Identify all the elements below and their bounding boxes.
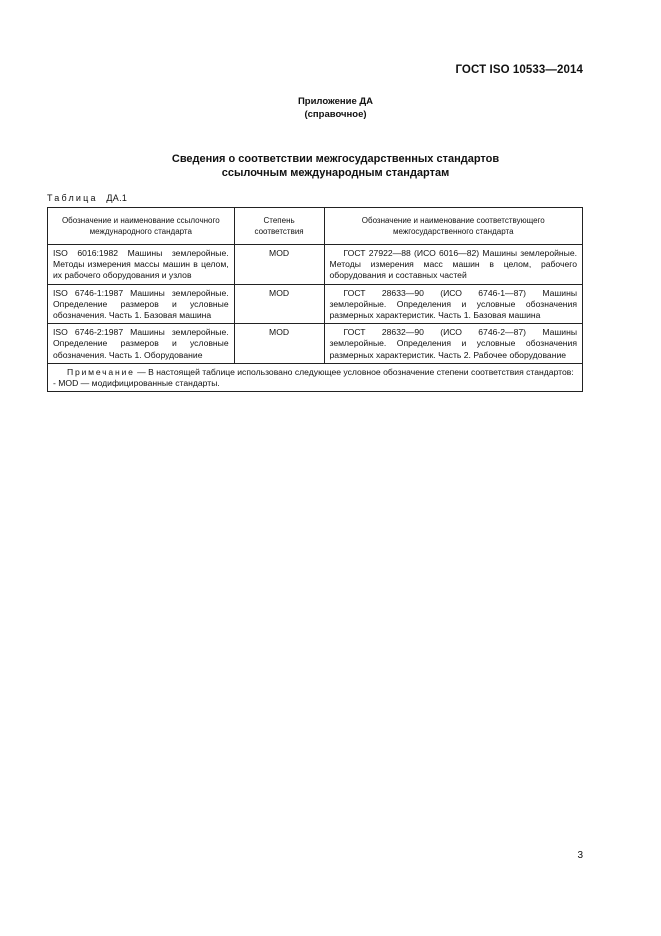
international-standard-cell: ISO 6746-1:1987 Машины землеройные. Определение размеров и условные обозначения. Часть 1. Базовая машина (48, 284, 235, 324)
international-standard-cell: ISO 6746-2:1987 Машины землеройные. Определение размеров и условные обозначения. Часть 1. Оборудование (48, 324, 235, 364)
degree-cell: MOD (234, 284, 324, 324)
column-header-international: Обозначение и наименование ссылочного международного стандарта (48, 208, 235, 245)
note-text: — В настоящей таблице использовано следующее условное обозначение степени соответствия стандартов: (134, 366, 574, 377)
column-header-national: Обозначение и наименование соответствующего межгосударственного стандарта (324, 208, 582, 245)
national-standard-cell: ГОСТ 28633—90 (ИСО 6746-1—87) Машины землеройные. Определения и условные обозначения размерных характеристик. Часть 1. Базовая машина (324, 284, 582, 324)
table-row (48, 245, 583, 285)
appendix-subtitle: (справочное) (304, 109, 367, 120)
note-lead: Примечание (67, 366, 135, 377)
table-caption-number: ДА.1 (106, 193, 128, 203)
column-header-degree: Степень соответствия (234, 208, 324, 245)
appendix-title: Приложение ДА (297, 96, 374, 107)
international-standard-cell: ISO 6016:1982 Машины землеройные. Методы измерения массы машин в целом, их рабочего оборудования и узлов (48, 245, 235, 285)
table-row (48, 284, 583, 324)
table-note (48, 363, 583, 391)
degree-cell: MOD (234, 245, 324, 285)
table-header-row (48, 208, 583, 245)
table-caption (47, 193, 127, 203)
table-note-row (48, 363, 583, 391)
degree-cell: MOD (234, 324, 324, 364)
correspondence-table (47, 207, 583, 392)
national-standard-cell: ГОСТ 28632—90 (ИСО 6746-2—87) Машины землеройные. Определения и условные обозначения размерных характеристик. Часть 2. Рабочее оборудование (324, 324, 582, 364)
table-caption-word: Таблица (47, 193, 98, 203)
note-item: - MOD — модифицированные стандарты. (53, 378, 220, 389)
document-title (0, 152, 661, 180)
appendix-heading (0, 95, 661, 121)
standard-code: ГОСТ ISO 10533—2014 (455, 64, 583, 76)
document-title-line-2: ссылочным международным стандартам (221, 167, 450, 179)
national-standard-cell: ГОСТ 27922—88 (ИСО 6016—82) Машины землеройные. Методы измерения масс машин в целом, рабочего оборудования и составных частей (324, 245, 582, 285)
page-number: 3 (577, 850, 583, 861)
table-row (48, 324, 583, 364)
document-title-line-1: Сведения о соответствии межгосударственных стандартов (171, 153, 500, 165)
